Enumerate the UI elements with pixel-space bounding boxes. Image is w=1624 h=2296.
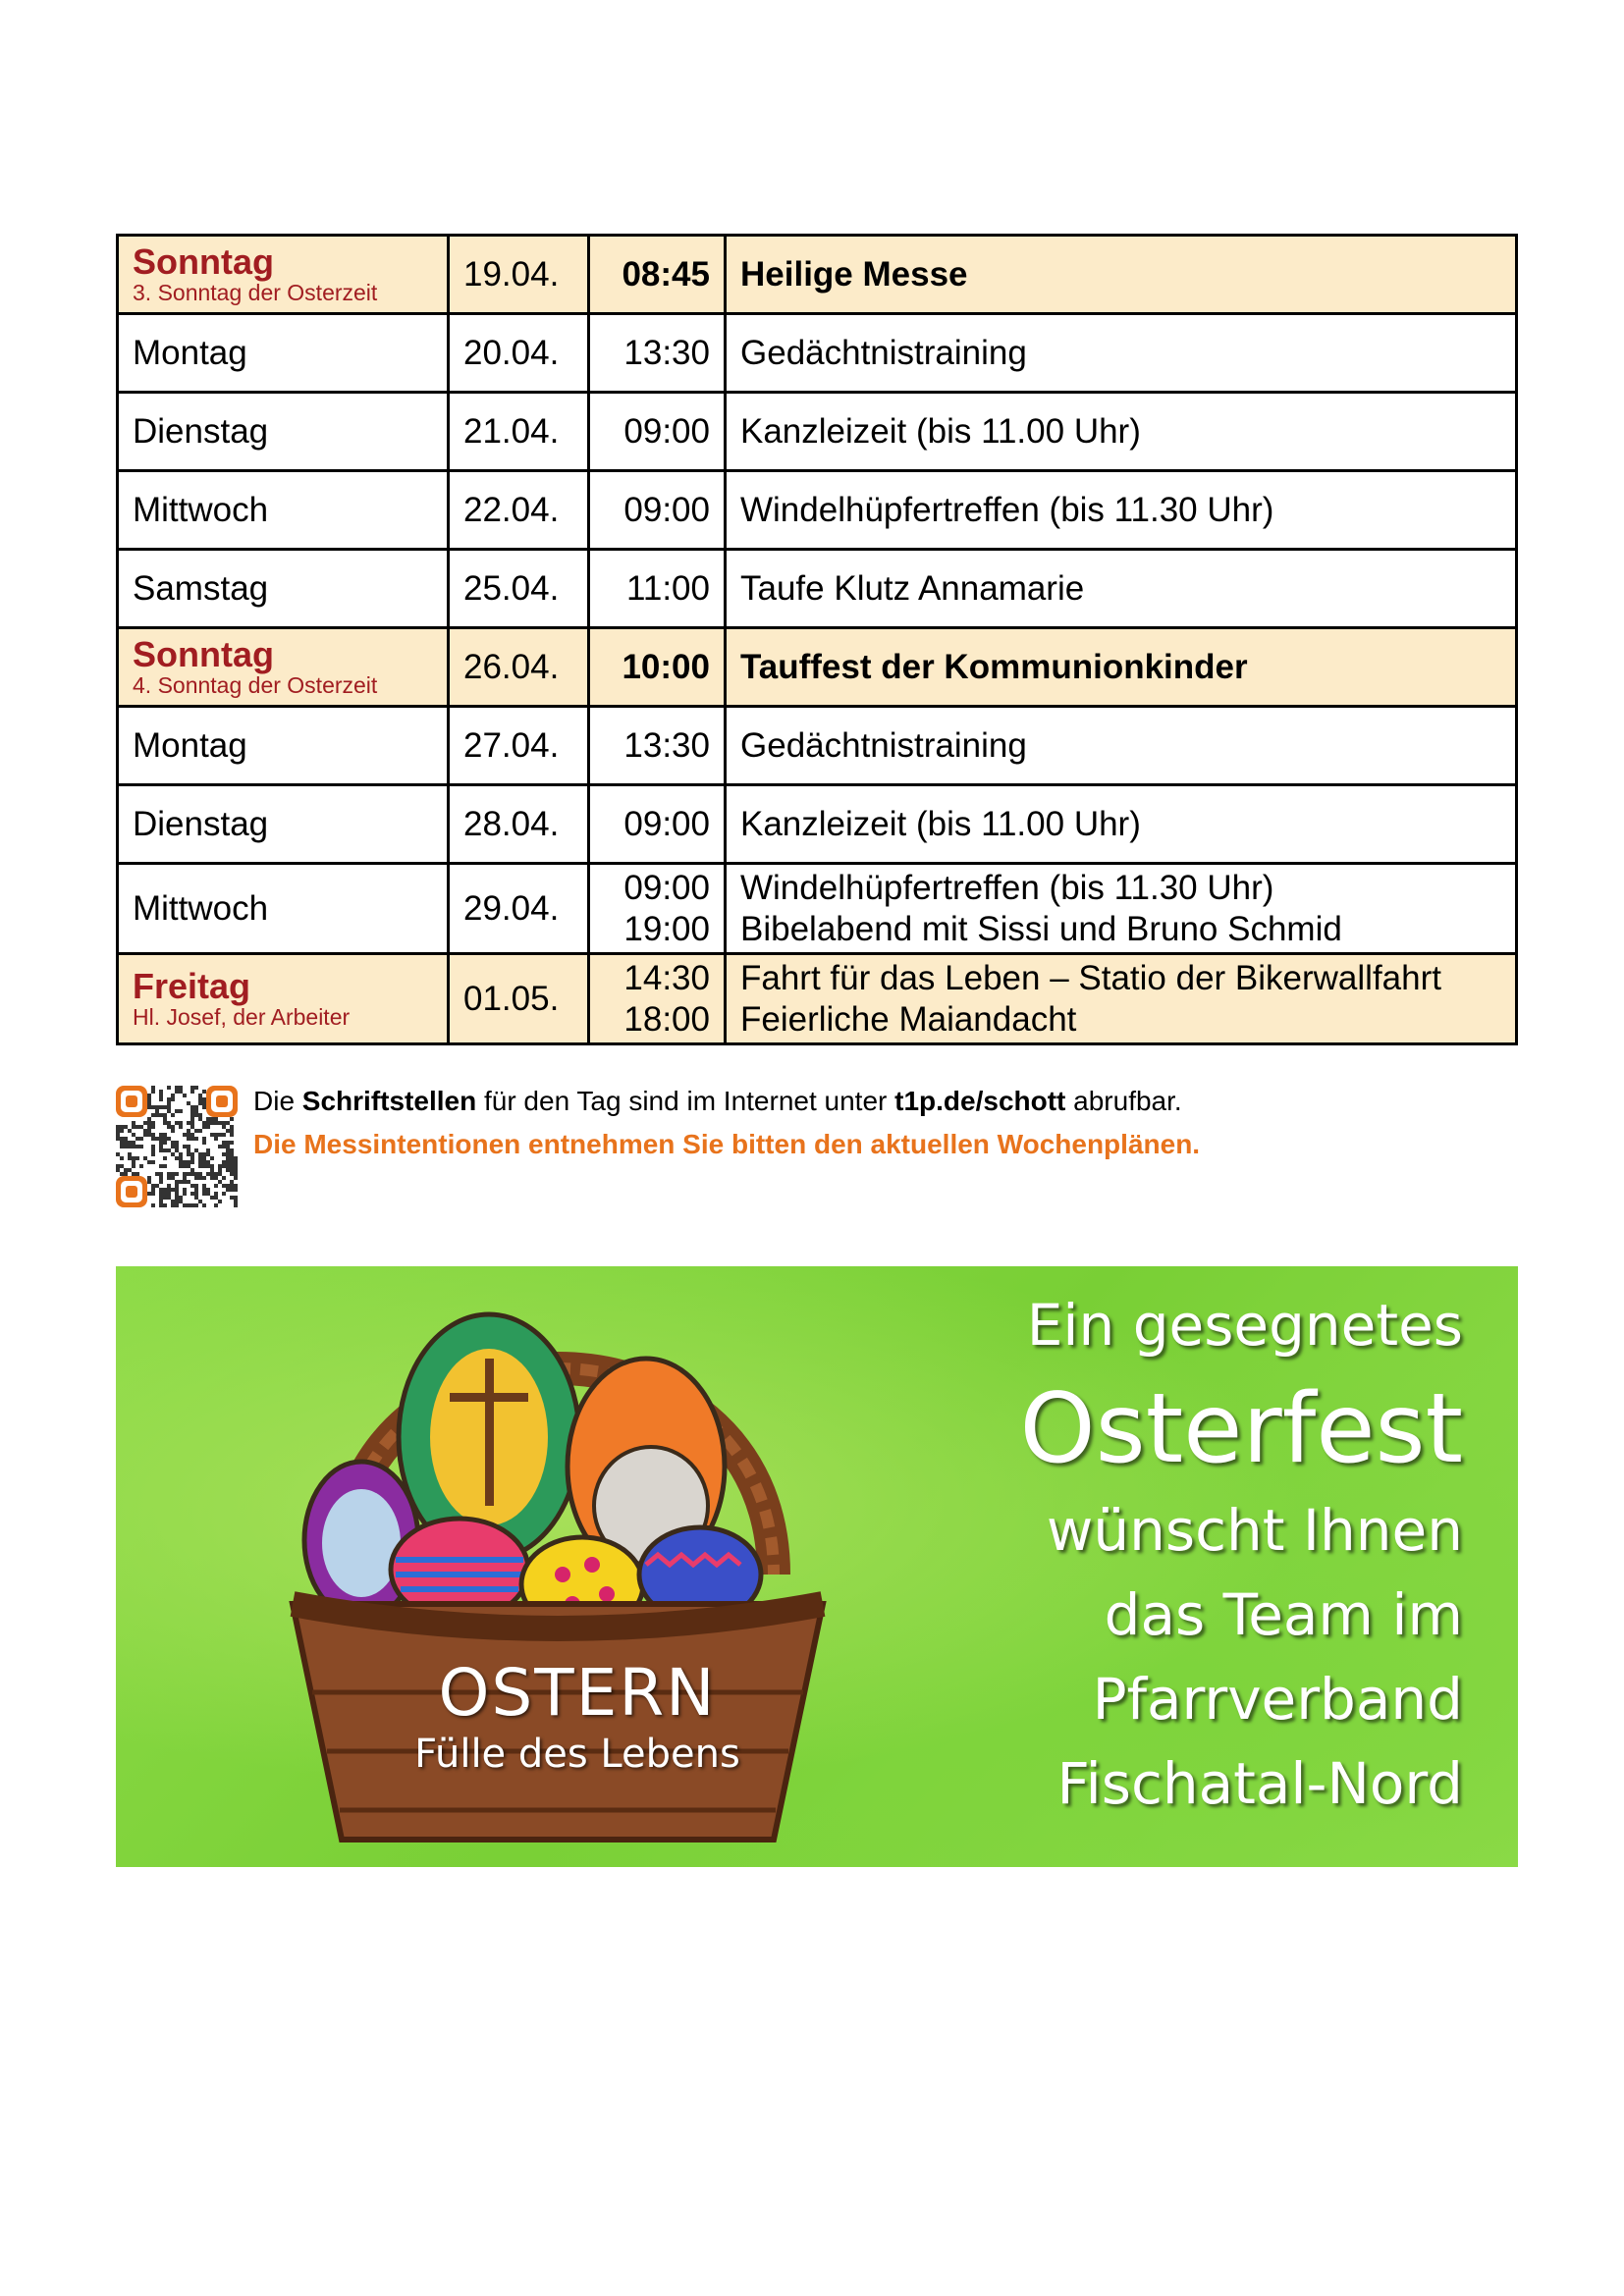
time-cell <box>589 393 726 471</box>
note-text: Die <box>253 1086 302 1116</box>
date-cell: 19.04. <box>449 236 589 314</box>
event-title: Taufe Klutz Annamarie <box>740 568 1085 608</box>
time-value: 09:00 <box>623 490 710 529</box>
event-title: Bibelabend mit Sissi und Bruno Schmid <box>740 909 1342 948</box>
event-title: Fahrt für das Leben – Statio der Bikerwallfahrt <box>740 958 1441 997</box>
easter-banner <box>116 1266 1518 1867</box>
time-value: 13:30 <box>623 725 710 765</box>
day-name: Samstag <box>133 568 269 608</box>
time-value: 09:00 <box>623 868 710 907</box>
event-cell <box>726 707 1517 785</box>
time-cell <box>589 707 726 785</box>
time-cell <box>589 550 726 628</box>
schedule-row <box>118 954 1517 1044</box>
day-cell <box>118 785 449 864</box>
event-cell <box>726 236 1517 314</box>
day-cell <box>118 628 449 707</box>
schedule-row <box>118 628 1517 707</box>
event-title: Heilige Messe <box>740 254 968 294</box>
day-name: Montag <box>133 333 247 372</box>
time-cell <box>589 864 726 954</box>
note-bold-text: Schriftstellen <box>301 1086 477 1116</box>
time-value: 08:45 <box>622 254 710 294</box>
day-cell <box>118 314 449 393</box>
date-cell: 20.04. <box>449 314 589 393</box>
day-cell <box>118 550 449 628</box>
time-value: 09:00 <box>623 804 710 843</box>
time-cell <box>589 628 726 707</box>
day-cell <box>118 236 449 314</box>
event-title: Gedächtnistraining <box>740 725 1027 765</box>
event-cell <box>726 314 1517 393</box>
basket-title <box>273 1657 882 1779</box>
scripture-note <box>253 1084 1182 1119</box>
schedule-row <box>118 707 1517 785</box>
day-name: Sonntag <box>133 240 274 282</box>
date-cell: 27.04. <box>449 707 589 785</box>
mass-intentions-note: Die Messintentionen entnehmen Sie bitten den aktuellen Wochenplänen. <box>253 1129 1201 1159</box>
date-cell: 26.04. <box>449 628 589 707</box>
day-name: Sonntag <box>133 633 274 674</box>
day-name: Mittwoch <box>133 888 269 928</box>
easter-greeting <box>1020 1286 1463 1826</box>
date-cell: 22.04. <box>449 471 589 550</box>
event-cell <box>726 471 1517 550</box>
time-cell <box>589 471 726 550</box>
day-name: Mittwoch <box>133 490 269 529</box>
ostern-subtitle: Fülle des Lebens <box>414 1732 740 1777</box>
greeting-osterfest: Osterfest <box>1019 1373 1463 1485</box>
time-value: 18:00 <box>623 999 710 1039</box>
date-cell: 28.04. <box>449 785 589 864</box>
greeting-line: das Team im <box>1104 1581 1463 1648</box>
event-cell <box>726 864 1517 954</box>
qr-code-icon <box>116 1086 238 1207</box>
day-cell <box>118 393 449 471</box>
event-cell <box>726 785 1517 864</box>
event-title: Kanzleizeit (bis 11.00 Uhr) <box>740 411 1141 451</box>
note-text: abrufbar. <box>1065 1086 1182 1116</box>
schedule-row <box>118 785 1517 864</box>
time-cell <box>589 314 726 393</box>
day-cell <box>118 954 449 1044</box>
time-value: 19:00 <box>623 909 710 948</box>
note-text: für den Tag sind im Internet unter <box>476 1086 895 1116</box>
schedule-row <box>118 550 1517 628</box>
liturgical-day: 3. Sonntag der Osterzeit <box>133 279 378 305</box>
day-cell <box>118 864 449 954</box>
time-cell <box>589 236 726 314</box>
schedule-table <box>116 234 1518 1045</box>
event-title: Kanzleizeit (bis 11.00 Uhr) <box>740 804 1141 843</box>
schott-link[interactable]: t1p.de/schott <box>894 1086 1066 1116</box>
greeting-line: Ein gesegnetes <box>1026 1292 1463 1359</box>
time-value: 14:30 <box>623 958 710 997</box>
day-name: Dienstag <box>133 804 269 843</box>
day-cell <box>118 471 449 550</box>
date-cell: 25.04. <box>449 550 589 628</box>
time-value: 09:00 <box>623 411 710 451</box>
schedule-row <box>118 236 1517 314</box>
date-cell: 21.04. <box>449 393 589 471</box>
time-value: 10:00 <box>622 647 710 686</box>
schedule-row <box>118 471 1517 550</box>
day-name: Montag <box>133 725 247 765</box>
schedule-row <box>118 393 1517 471</box>
day-name: Dienstag <box>133 411 269 451</box>
event-title: Tauffest der Kommunionkinder <box>740 647 1248 686</box>
schedule-row <box>118 314 1517 393</box>
event-cell <box>726 954 1517 1044</box>
event-title: Gedächtnistraining <box>740 333 1027 372</box>
greeting-line: Pfarrverband <box>1092 1666 1463 1733</box>
time-value: 13:30 <box>623 333 710 372</box>
event-title: Windelhüpfertreffen (bis 11.30 Uhr) <box>740 490 1274 529</box>
date-cell: 29.04. <box>449 864 589 954</box>
event-cell <box>726 550 1517 628</box>
schedule-row <box>118 864 1517 954</box>
event-title: Feierliche Maiandacht <box>740 999 1077 1039</box>
liturgical-day: 4. Sonntag der Osterzeit <box>133 671 378 698</box>
event-cell <box>726 393 1517 471</box>
event-title: Windelhüpfertreffen (bis 11.30 Uhr) <box>740 868 1274 907</box>
date-cell: 01.05. <box>449 954 589 1044</box>
time-cell <box>589 785 726 864</box>
day-name: Freitag <box>133 965 251 1006</box>
time-value: 11:00 <box>626 568 710 608</box>
day-cell <box>118 707 449 785</box>
event-cell <box>726 628 1517 707</box>
greeting-line: wünscht Ihnen <box>1046 1497 1463 1564</box>
liturgical-day: Hl. Josef, der Arbeiter <box>133 1003 351 1030</box>
greeting-line: Fischatal-Nord <box>1056 1750 1463 1817</box>
ostern-title: OSTERN <box>438 1655 717 1731</box>
time-cell <box>589 954 726 1044</box>
